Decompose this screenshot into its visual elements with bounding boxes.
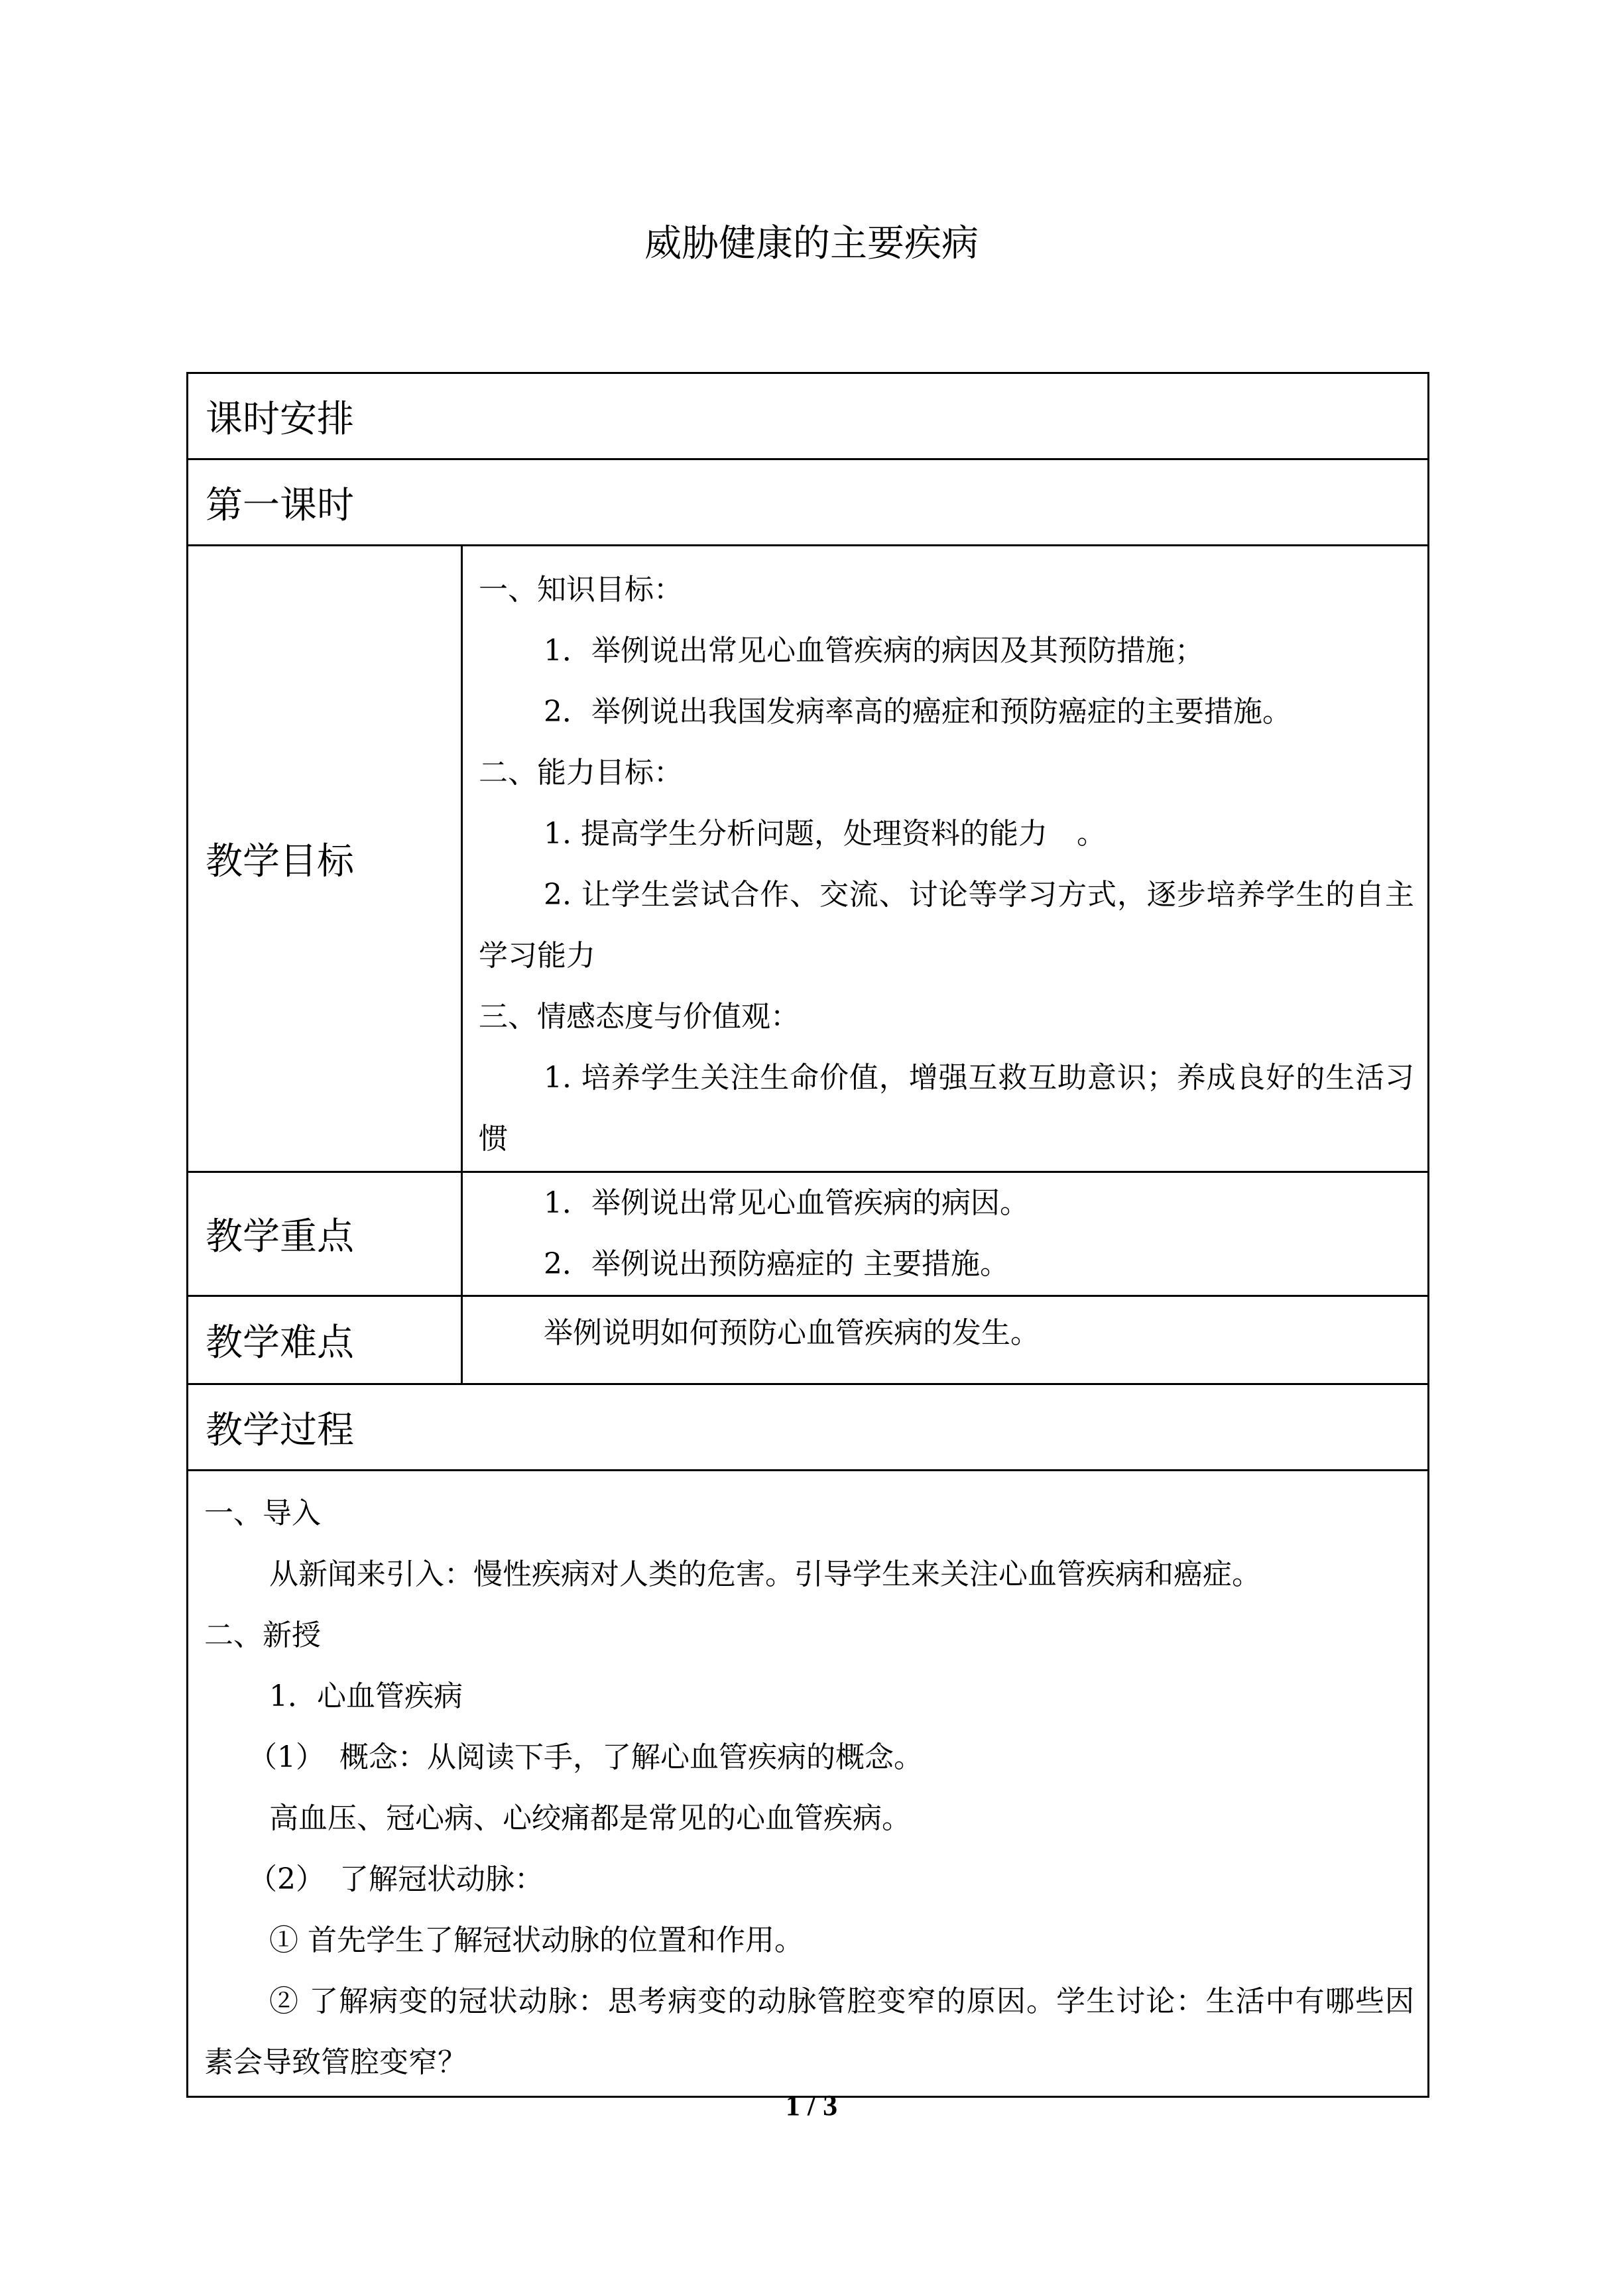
topic-cardiovascular: 1．心血管疾病 xyxy=(269,1679,463,1713)
process-label-row xyxy=(188,1384,1429,1471)
objectives-label: 教学目标 xyxy=(188,546,462,1172)
process-label: 教学过程 xyxy=(188,1384,1429,1471)
key-points-row xyxy=(188,1172,1429,1296)
schedule-label: 课时安排 xyxy=(188,373,1429,459)
coronary-item-2: ② 了解病变的冠状动脉：思考病变的动脉管腔变窄的原因。学生讨论：生活中有哪些因素会导致管腔变窄？ xyxy=(204,1984,1414,2079)
concept-line: （1） 概念：从阅读下手，了解心血管疾病的概念。 xyxy=(248,1740,923,1774)
document-title: 威胁健康的主要疾病 xyxy=(644,222,979,265)
key-point-2: 2．举例说出预防癌症的 主要措施。 xyxy=(544,1247,1009,1281)
period-label: 第一课时 xyxy=(188,459,1429,546)
period-row xyxy=(188,459,1429,546)
knowledge-item-1: 1．举例说出常见心血管疾病的病因及其预防措施； xyxy=(544,634,1204,668)
key-points-content xyxy=(462,1172,1429,1296)
objectives-content xyxy=(462,546,1429,1172)
knowledge-heading: 一、知识目标： xyxy=(479,573,683,607)
ability-heading: 二、能力目标： xyxy=(479,756,683,790)
attitude-heading: 三、情感态度与价值观： xyxy=(479,1000,800,1034)
knowledge-item-2: 2．举例说出我国发病率高的癌症和预防癌症的主要措施。 xyxy=(544,695,1292,729)
coronary-item-1: ① 首先学生了解冠状动脉的位置和作用。 xyxy=(269,1923,804,1957)
page-number: 1 / 3 xyxy=(785,2089,838,2122)
schedule-row xyxy=(188,373,1429,459)
lesson-plan-table xyxy=(186,372,1429,2098)
difficulty-1: 举例说明如何预防心血管疾病的发生。 xyxy=(544,1316,1040,1350)
difficulties-content xyxy=(462,1296,1429,1384)
key-point-1: 1．举例说出常见心血管疾病的病因。 xyxy=(544,1186,1029,1220)
attitude-item-1: 1. 培养学生关注生命价值，增强互救互助意识；养成良好的生活习惯 xyxy=(479,1061,1414,1156)
objectives-row xyxy=(188,546,1429,1172)
intro-heading: 一、导入 xyxy=(204,1496,321,1530)
difficulties-label: 教学难点 xyxy=(188,1296,462,1384)
process-content xyxy=(188,1471,1429,2097)
process-row xyxy=(188,1471,1429,2097)
ability-item-1: 1. 提高学生分析问题，处理资料的能力 。 xyxy=(544,817,1106,851)
ability-item-2: 2. 让学生尝试合作、交流、讨论等学习方式，逐步培养学生的自主学习能力 xyxy=(479,878,1414,973)
intro-text: 从新闻来引入：慢性疾病对人类的危害。引导学生来关注心血管疾病和癌症。 xyxy=(269,1557,1261,1591)
coronary-heading: （2） 了解冠状动脉： xyxy=(248,1862,544,1896)
key-points-label: 教学重点 xyxy=(188,1172,462,1296)
new-heading: 二、新授 xyxy=(204,1618,321,1652)
concept-examples: 高血压、冠心病、心绞痛都是常见的心血管疾病。 xyxy=(269,1801,911,1835)
difficulties-row xyxy=(188,1296,1429,1384)
